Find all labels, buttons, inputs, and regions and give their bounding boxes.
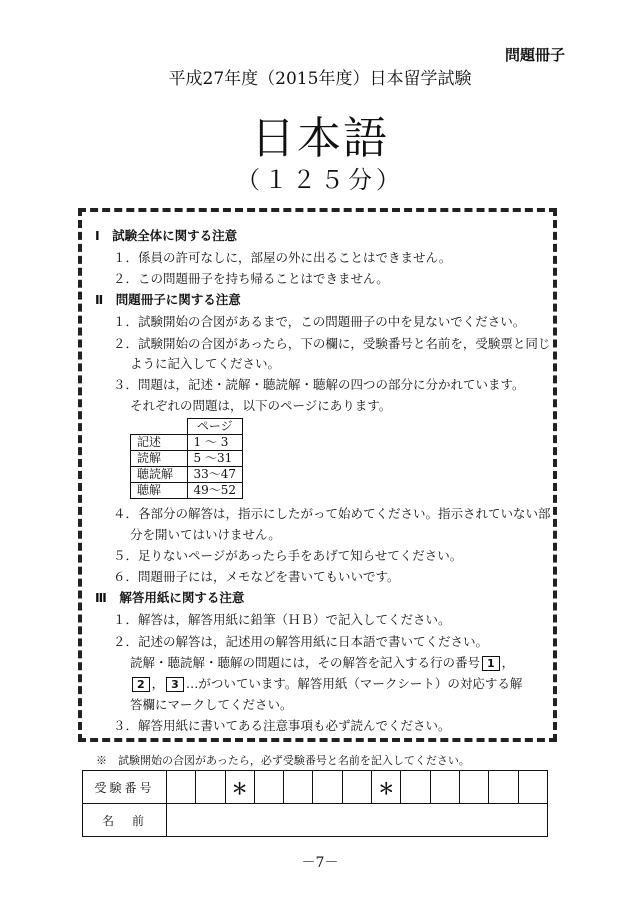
notice-text: …がついています。解答用紙（マークシート）の対応する解: [185, 676, 523, 691]
page-range-table: [130, 418, 243, 499]
booklet-tag: 問題冊子: [505, 46, 566, 64]
notice-text: 読解・聴読解・聴解の問題には，その解答を記入する行の番号: [130, 655, 481, 670]
page-number: －7－: [301, 855, 339, 871]
notice-item-cont: 分を開いてはいけません。: [130, 527, 281, 542]
notice-item: ６．問題冊子には，メモなどを書いてもいいです。: [113, 569, 400, 584]
notice-item: ４．各部分の解答は，指示にしたがって始めてください。指示されていない部: [113, 506, 551, 521]
notice-item-cont: 読解・聴読解・聴解の問題には，その解答を記入する行の番号 1 ，: [130, 655, 515, 670]
exam-number-cell[interactable]: [489, 771, 518, 804]
exam-number-cell: ＊: [372, 771, 401, 804]
notice-item-cont: それぞれの問題は，以下のページにあります。: [130, 398, 392, 413]
notice-item: ２．試験開始の合図があったら，下の欄に，受験番号と名前を，受験票と同じ: [113, 336, 551, 351]
line-number-box: 3: [166, 677, 184, 692]
notice-item: ５．足りないページがあったら手をあげて知らせてください。: [113, 548, 463, 563]
exam-number-cell[interactable]: [460, 771, 489, 804]
exam-number-cell[interactable]: [313, 771, 342, 804]
page-table-section: 記述: [131, 435, 188, 451]
section-3-heading: Ⅲ 解答用紙に関する注意: [95, 590, 245, 605]
section-2-heading: Ⅱ 問題冊子に関する注意: [95, 292, 241, 307]
page-table-pages: 1 ～ 3: [187, 435, 243, 451]
notice-item: １．係員の許可なしに，部屋の外に出ることはできません。: [113, 250, 452, 265]
notice-item: ２．この問題冊子を持ち帰ることはできません。: [113, 271, 389, 286]
exam-year-title: 平成27年度（2015年度）日本留学試験: [168, 69, 472, 89]
name-label: 名 前: [83, 804, 167, 837]
notice-item-cont: ように記入してください。: [130, 356, 281, 371]
page-table-pages: 33～47: [187, 467, 243, 483]
footer-note: ※ 試験開始の合図があったら，必ず受験番号と名前を記入してください。: [96, 754, 470, 767]
candidate-id-table: [82, 770, 548, 837]
exam-number-label: 受験番号: [83, 771, 167, 804]
exam-number-cell[interactable]: [166, 771, 195, 804]
page-table-section: 聴解: [131, 483, 188, 499]
notice-item: ２．記述の解答は，記述用の解答用紙に日本語で書いてください。: [113, 634, 489, 649]
exam-number-cell[interactable]: [284, 771, 313, 804]
exam-number-cell[interactable]: [342, 771, 371, 804]
subject-title: 日本語: [251, 113, 389, 164]
notice-item-cont: 答欄にマークしてください。: [130, 697, 293, 712]
exam-number-cell: ＊: [225, 771, 254, 804]
page-table-header: ページ: [187, 419, 243, 435]
notice-item-cont: 2 ， 3 …がついています。解答用紙（マークシート）の対応する解: [130, 674, 522, 692]
exam-number-cell[interactable]: [430, 771, 459, 804]
section-1-heading: Ⅰ 試験全体に関する注意: [95, 228, 238, 243]
name-row: [83, 804, 548, 837]
page-table-section: 聴読解: [131, 467, 188, 483]
notice-item: ３．解答用紙に書いてある注意事項も必ず読んでください。: [113, 718, 451, 733]
line-number-box: 1: [482, 656, 500, 671]
exam-number-cell[interactable]: [196, 771, 225, 804]
exam-number-cell[interactable]: [518, 771, 547, 804]
exam-number-row: [83, 771, 548, 804]
notice-item: １．試験開始の合図があるまで，この問題冊子の中を見ないでください。: [113, 314, 526, 329]
notice-item: １．解答は，解答用紙に鉛筆（ＨＢ）で記入してください。: [113, 612, 451, 627]
notice-item: ３．問題は，記述・読解・聴読解・聴解の四つの部分に分かれています。: [113, 377, 525, 392]
duration-label: （１２５分）: [236, 166, 404, 194]
exam-number-cell[interactable]: [254, 771, 283, 804]
name-field[interactable]: [166, 804, 547, 837]
page-table-section: 読解: [131, 451, 188, 467]
exam-number-cell[interactable]: [401, 771, 430, 804]
page-table-pages: 49～52: [187, 483, 243, 499]
line-number-box: 2: [132, 677, 150, 692]
page-table-pages: 5 ～31: [187, 451, 243, 467]
